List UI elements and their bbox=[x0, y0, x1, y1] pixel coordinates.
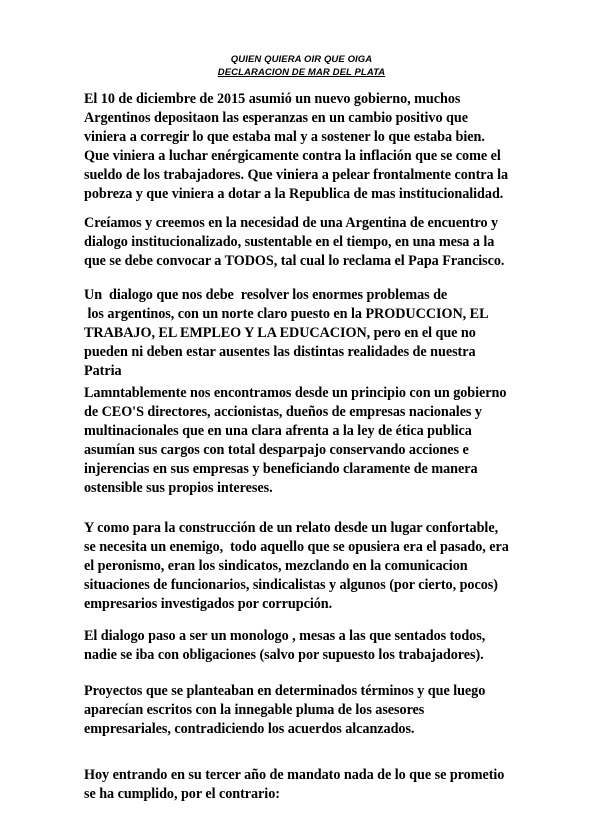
paragraph-8: Hoy entrando en su tercer año de mandato nada de lo que se prometio se ha cumplido, por el contrario: bbox=[84, 767, 505, 802]
document-heading: QUIEN QUIERA OIR QUE OIGA bbox=[230, 54, 373, 65]
paragraph-7: Proyectos que se planteaban en determinados términos y que luego aparecían escritos con la innegable pluma de los asesores empresariales, contradiciendo los acuerdos alcanzados. bbox=[84, 683, 486, 737]
paragraph-6: El dialogo paso a ser un monologo , mesas a las que sentados todos, nadie se iba con obligaciones (salvo por supuesto los trabajadores). bbox=[84, 628, 486, 663]
paragraph-5: Y como para la construcción de un relato desde un lugar confortable, se necesita un enemigo, todo aquello que se opusiera era el pasado, era el peronismo, eran los sindicatos, mezclando en la comunicacion situaciones de funcionarios, sindicalistas y algunos (por cierto, pocos) empresarios investigados por corrupción. bbox=[84, 520, 509, 612]
document-subheading: DECLARACION DE MAR DEL PLATA bbox=[217, 67, 386, 78]
paragraph-2: Creíamos y creemos en la necesidad de una Argentina de encuentro y dialogo institucionalizado, sustentable en el tiempo, en una mesa a la que se debe convocar a TODOS, tal cual lo reclama el Papa Francisco. bbox=[84, 215, 505, 269]
paragraph-3: Un dialogo que nos debe resolver los enormes problemas de los argentinos, con un norte claro puesto en la PRODUCCION, EL TRABAJO, EL EMPLEO Y LA EDUCACION, pero en el que no pueden ni deben estar ausentes las distintas realidades de nuestra Patria bbox=[84, 287, 489, 379]
paragraph-4: Lamntablemente nos encontramos desde un principio con un gobierno de CEO'S directores, accionistas, dueños de empresas nacionales y multinacionales que en una clara afrenta a la ley de ética publica asumían sus cargos con total desparpajo conservando acciones e injerencias en sus empresas y beneficiando claramente de manera ostensible sus propios intereses. bbox=[84, 385, 507, 496]
paragraph-1: El 10 de diciembre de 2015 asumió un nuevo gobierno, muchos Argentinos depositaon las esperanzas en un cambio positivo que viniera a corregir lo que estaba mal y a sostener lo que estaba bien. Que viniera a luchar enérgicamente contra la inflación que se come el sueldo de los trabajadores. Que viniera a pelear frontalmente contra la pobreza y que viniera a dotar a la Republica de mas institucionalidad. bbox=[84, 91, 509, 202]
